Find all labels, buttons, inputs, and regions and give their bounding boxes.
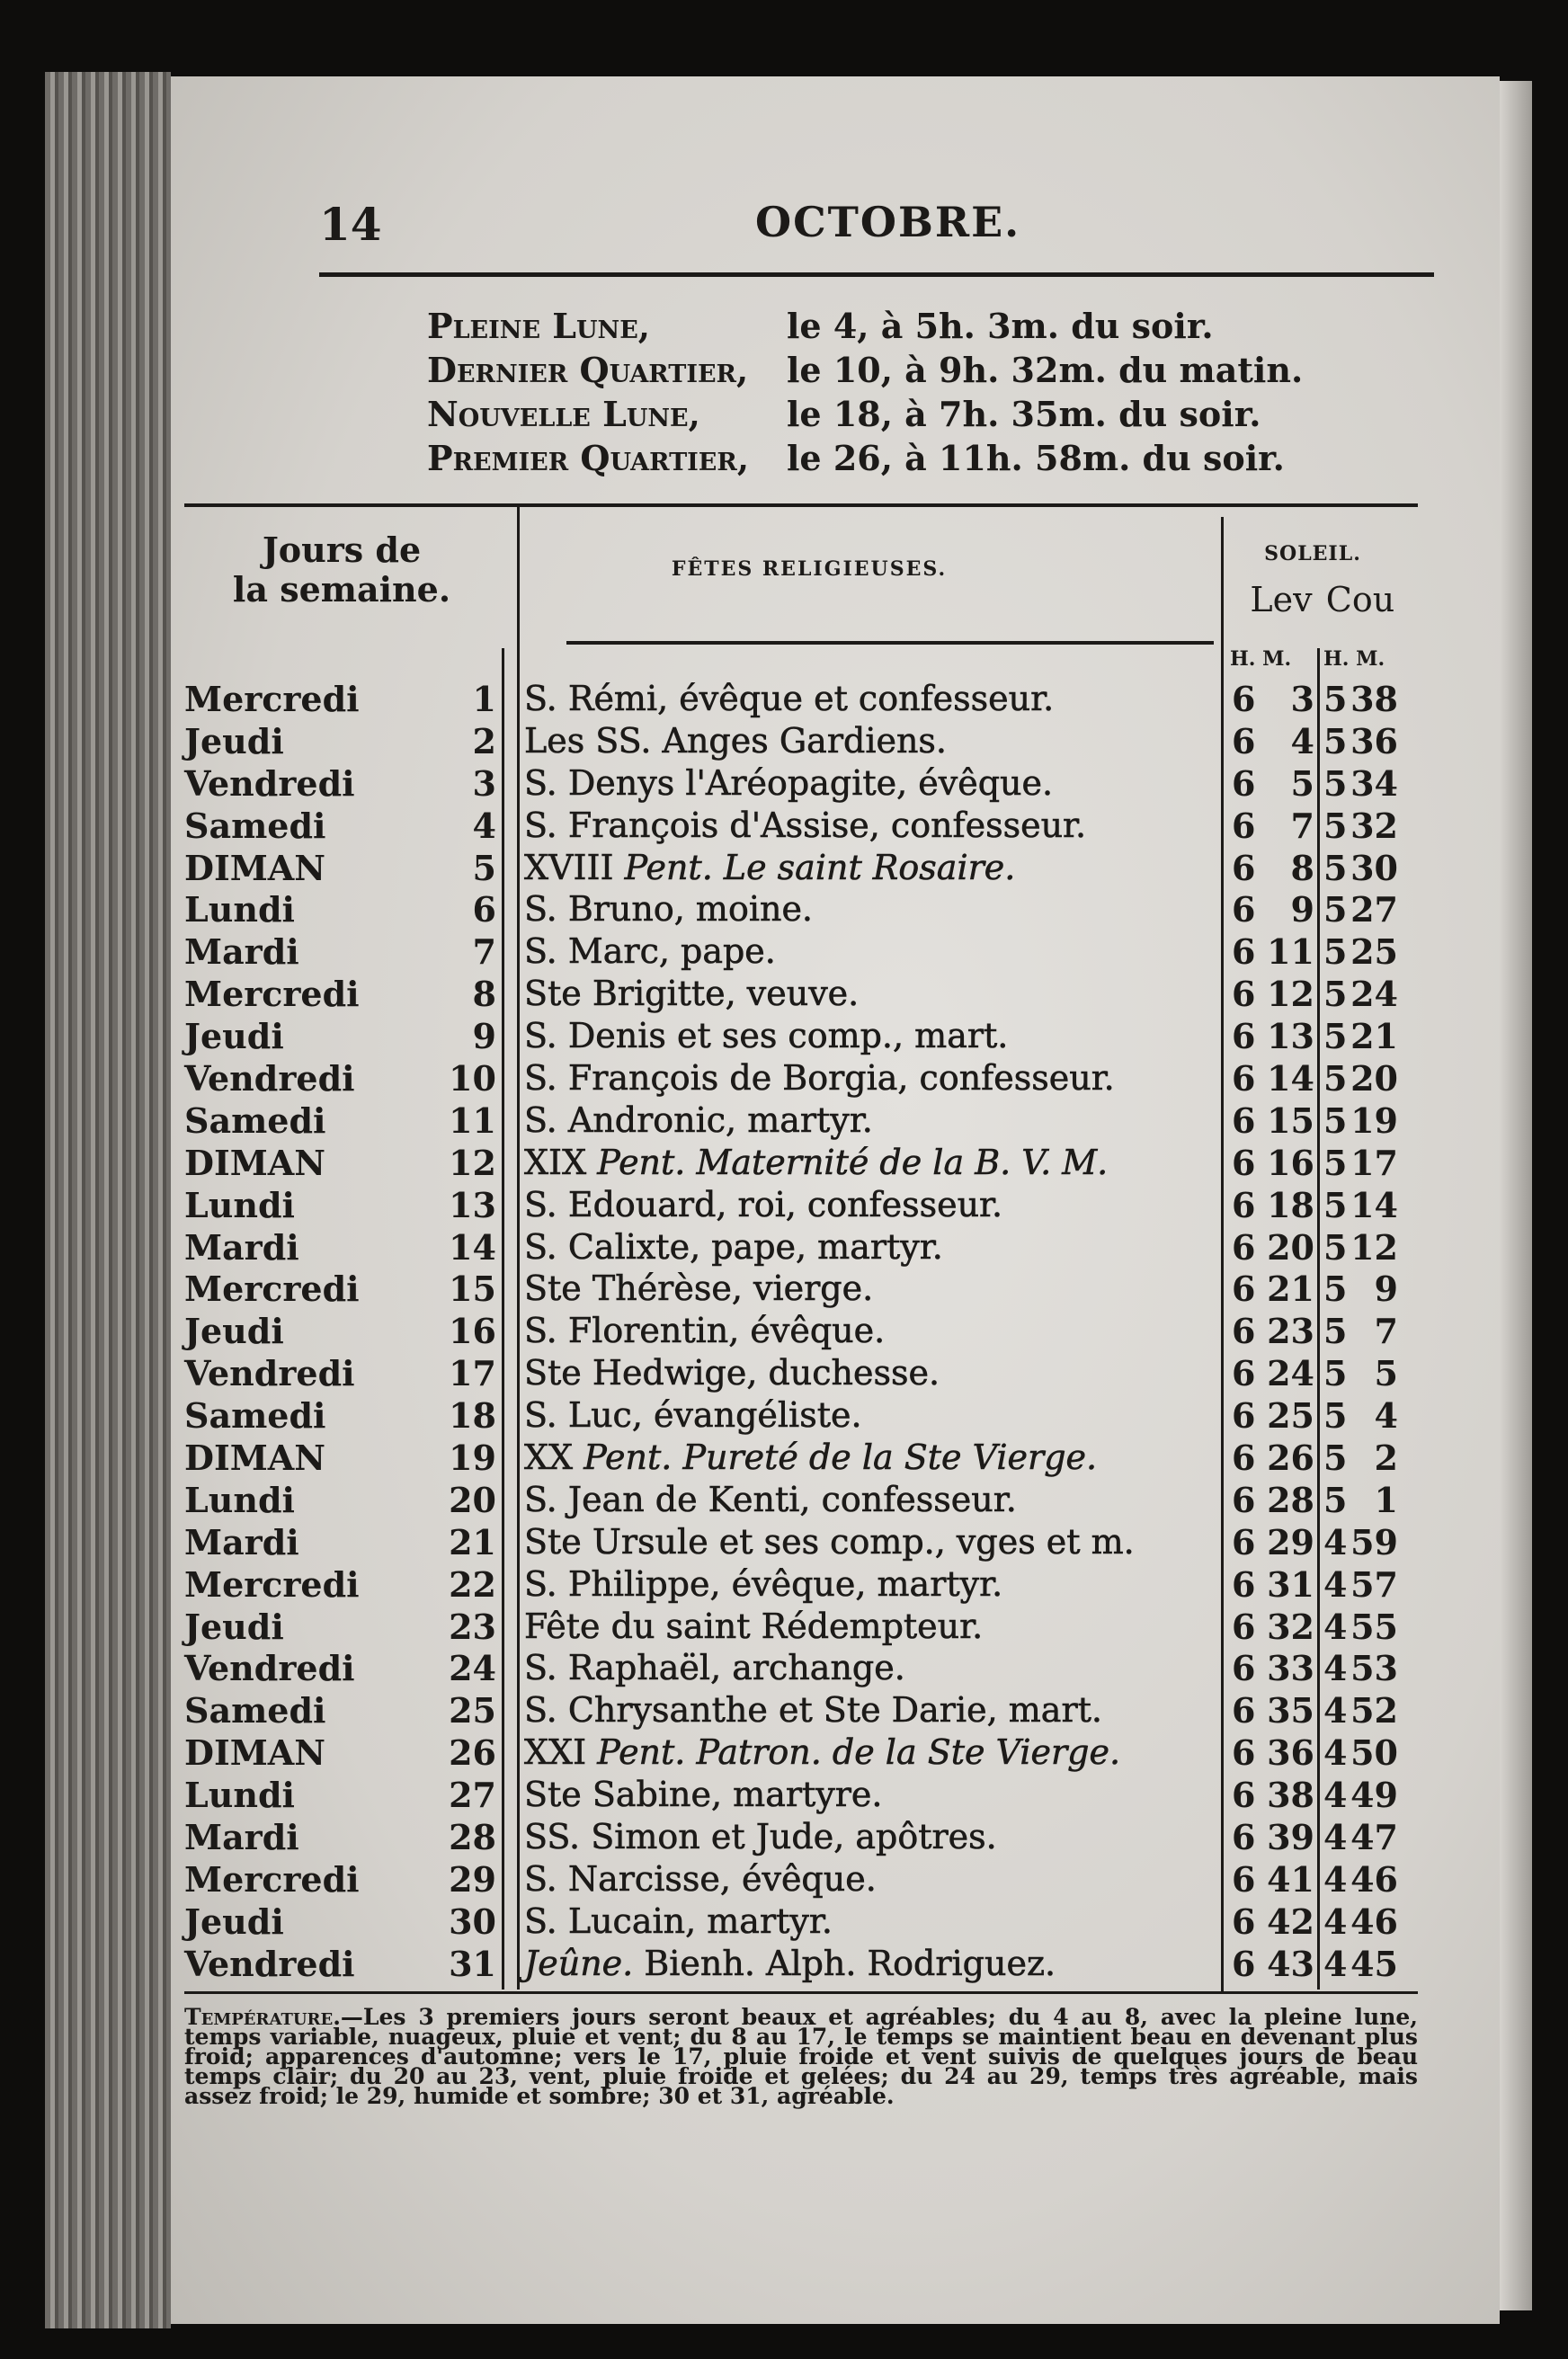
feast-text: Ste Brigitte, veuve. <box>524 974 860 1014</box>
moon-phase-name: Premier Quartier, <box>427 438 750 478</box>
feast-pentecost-number: XIX <box>524 1142 598 1182</box>
sunset-minute: 25 <box>1350 931 1398 973</box>
table-row <box>171 1309 1500 1351</box>
table-row <box>171 1183 1500 1225</box>
sunset-hour: 4 <box>1323 1606 1348 1647</box>
feast-text: S. Rémi, évêque et confesseur. <box>524 679 1055 718</box>
day-number: 3 <box>472 762 496 804</box>
sunset-hour: 4 <box>1323 1901 1348 1942</box>
temperature-label: Température. <box>184 2004 341 2030</box>
table-row <box>171 761 1500 804</box>
table-row <box>171 1393 1500 1436</box>
sunrise-hour: 6 <box>1232 1226 1256 1268</box>
sunset-minute: 1 <box>1374 1479 1398 1520</box>
weekday: DIMAN <box>184 1732 326 1774</box>
temperature-forecast <box>184 2004 1418 2109</box>
header-soleil: SOLEIL. <box>1264 542 1361 565</box>
table-row <box>171 677 1500 719</box>
weekday: Jeudi <box>184 1606 284 1647</box>
feast-text: Ste Ursule et ses comp., vges et m. <box>524 1521 1135 1562</box>
sunrise-minute: 14 <box>1267 1058 1314 1099</box>
table-row <box>171 719 1500 761</box>
day-number: 10 <box>449 1058 496 1099</box>
table-row <box>171 1900 1500 1942</box>
day-number: 15 <box>449 1269 496 1310</box>
feast-text: S. Marc, pape. <box>524 931 776 972</box>
sunrise-minute: 24 <box>1267 1353 1314 1394</box>
day-number: 17 <box>449 1353 496 1394</box>
sunrise-minute: 7 <box>1290 805 1314 846</box>
sunrise-hour: 6 <box>1232 679 1256 719</box>
day-number: 11 <box>449 1099 496 1141</box>
day-number: 28 <box>449 1817 496 1858</box>
page-number: 14 <box>319 198 382 251</box>
sunrise-hour: 6 <box>1232 1479 1256 1520</box>
sunrise-minute: 4 <box>1290 720 1314 761</box>
table-row <box>171 1688 1500 1731</box>
sunset-minute: 4 <box>1374 1395 1398 1437</box>
weekday: Lundi <box>184 889 295 930</box>
sunrise-hour: 6 <box>1232 1563 1256 1605</box>
header-days-line2: la semaine. <box>232 569 451 610</box>
table-row <box>171 1857 1500 1900</box>
day-number: 1 <box>472 679 496 719</box>
day-number: 21 <box>449 1521 496 1562</box>
table-row <box>171 1605 1500 1647</box>
day-number: 9 <box>472 1016 496 1057</box>
table-row <box>171 1351 1500 1393</box>
feast-text: S. Denis et ses comp., mart. <box>524 1016 1009 1056</box>
sunset-minute: 7 <box>1374 1311 1398 1352</box>
sunset-hour: 5 <box>1323 1395 1348 1437</box>
sunrise-hour: 6 <box>1232 1353 1256 1394</box>
table-row <box>171 1731 1500 1773</box>
sunrise-hour: 6 <box>1232 1438 1256 1479</box>
day-number: 22 <box>449 1563 496 1605</box>
sunrise-minute: 29 <box>1267 1521 1314 1562</box>
sunset-hour: 4 <box>1323 1817 1348 1858</box>
day-number: 8 <box>472 974 496 1015</box>
sunset-minute: 55 <box>1350 1606 1398 1647</box>
weekday: Vendredi <box>184 1648 355 1689</box>
header-coucher: Cou <box>1325 580 1395 619</box>
weekday: Mercredi <box>184 1858 360 1900</box>
day-number: 7 <box>472 931 496 973</box>
feast-text <box>524 848 1015 887</box>
feast-italic-text: Pent. Le saint Rosaire. <box>624 847 1016 887</box>
table-row <box>171 1056 1500 1099</box>
sunrise-minute: 3 <box>1290 679 1314 719</box>
sunset-hour: 5 <box>1323 1016 1348 1057</box>
sunset-minute: 57 <box>1350 1563 1398 1605</box>
sunset-minute: 21 <box>1350 1016 1398 1057</box>
day-number: 29 <box>449 1858 496 1900</box>
sunset-minute: 53 <box>1350 1648 1398 1689</box>
sunset-minute: 2 <box>1374 1438 1398 1479</box>
sunset-minute: 12 <box>1350 1226 1398 1268</box>
moon-phase-row <box>427 438 1461 482</box>
table-row <box>171 1562 1500 1605</box>
table-row <box>171 887 1500 930</box>
table-row <box>171 846 1500 888</box>
feast-text: S. Luc, évangéliste. <box>524 1395 862 1436</box>
sunrise-hour: 6 <box>1232 1016 1256 1057</box>
sunrise-hour: 6 <box>1232 889 1256 930</box>
sunset-hour: 5 <box>1323 1438 1348 1479</box>
feast-text: S. François de Borgia, confesseur. <box>524 1058 1115 1099</box>
day-number: 23 <box>449 1606 496 1647</box>
weekday: Mercredi <box>184 1269 360 1310</box>
weekday: Samedi <box>184 1099 326 1141</box>
day-number: 25 <box>449 1690 496 1731</box>
sunset-hour: 5 <box>1323 931 1348 973</box>
feast-text: Ste Thérèse, vierge. <box>524 1269 874 1309</box>
sunset-hour: 5 <box>1323 974 1348 1015</box>
table-row <box>171 1267 1500 1309</box>
weekday: DIMAN <box>184 1142 326 1183</box>
feast-text <box>524 1944 1056 1983</box>
hm-label-lever: H. M. <box>1230 647 1292 671</box>
table-row <box>171 1646 1500 1688</box>
sunset-hour: 4 <box>1323 1943 1348 1984</box>
sunset-hour: 4 <box>1323 1521 1348 1562</box>
weekday: Mardi <box>184 931 299 973</box>
sunrise-minute: 11 <box>1267 931 1314 973</box>
table-row <box>171 1520 1500 1562</box>
sunset-minute: 20 <box>1350 1058 1398 1099</box>
day-number: 24 <box>449 1648 496 1689</box>
weekday: Vendredi <box>184 1353 355 1394</box>
feast-italic-text: Jeûne. <box>524 1943 634 1983</box>
day-number: 4 <box>472 805 496 846</box>
sunset-hour: 5 <box>1323 805 1348 846</box>
sunset-minute: 47 <box>1350 1817 1398 1858</box>
sunset-hour: 5 <box>1323 1311 1348 1352</box>
sunset-minute: 32 <box>1350 805 1398 846</box>
calendar-rows <box>171 677 1500 1984</box>
weekday: Jeudi <box>184 1901 284 1942</box>
feast-italic-text: Pent. Pureté de la Ste Vierge. <box>584 1438 1098 1478</box>
feast-text: S. Edouard, roi, confesseur. <box>524 1184 1003 1224</box>
sunrise-hour: 6 <box>1232 847 1256 888</box>
weekday: Vendredi <box>184 1943 355 1984</box>
feast-text: S. Lucain, martyr. <box>524 1901 833 1941</box>
sunrise-minute: 42 <box>1267 1901 1314 1942</box>
sunrise-minute: 39 <box>1267 1817 1314 1858</box>
moon-phases <box>427 306 1461 482</box>
hm-label-coucher: H. M. <box>1323 647 1385 671</box>
table-row <box>171 1141 1500 1183</box>
feast-italic-text: Pent. Patron. de la Ste Vierge. <box>597 1732 1121 1773</box>
day-number: 19 <box>449 1438 496 1479</box>
sunset-minute: 52 <box>1350 1690 1398 1731</box>
sunrise-minute: 25 <box>1267 1395 1314 1437</box>
sunrise-minute: 43 <box>1267 1943 1314 1984</box>
moon-phase-time: le 4, à 5h. 3m. du soir. <box>787 306 1214 346</box>
sunset-hour: 5 <box>1323 720 1348 761</box>
page-title: OCTOBRE. <box>755 198 1021 246</box>
feast-text: S. Andronic, martyr. <box>524 1099 873 1140</box>
sunset-hour: 5 <box>1323 1099 1348 1141</box>
sunrise-hour: 6 <box>1232 1521 1256 1562</box>
sunset-hour: 5 <box>1323 1058 1348 1099</box>
sunset-minute: 17 <box>1350 1142 1398 1183</box>
header-rule <box>566 641 1214 645</box>
table-row <box>171 1099 1500 1141</box>
day-number: 20 <box>449 1479 496 1520</box>
header-lever: Lev <box>1250 580 1313 619</box>
sunrise-minute: 23 <box>1267 1311 1314 1352</box>
weekday: Vendredi <box>184 762 355 804</box>
day-number: 6 <box>472 889 496 930</box>
moon-phase-row <box>427 394 1461 438</box>
weekday: Samedi <box>184 1690 326 1731</box>
sunset-hour: 5 <box>1323 1269 1348 1310</box>
bottom-rule <box>184 1991 1418 1994</box>
sunset-hour: 4 <box>1323 1648 1348 1689</box>
day-number: 13 <box>449 1184 496 1225</box>
header-fetes: FÊTES RELIGIEUSES. <box>671 557 948 581</box>
sunrise-hour: 6 <box>1232 1648 1256 1689</box>
sunset-hour: 5 <box>1323 679 1348 719</box>
sunrise-hour: 6 <box>1232 931 1256 973</box>
table-row <box>171 804 1500 846</box>
sunrise-hour: 6 <box>1232 1395 1256 1437</box>
almanac-page <box>171 76 1500 2324</box>
weekday: Mercredi <box>184 679 360 719</box>
sunrise-hour: 6 <box>1232 1775 1256 1816</box>
sunset-minute: 14 <box>1350 1184 1398 1225</box>
weekday: Jeudi <box>184 1016 284 1057</box>
weekday: Mercredi <box>184 974 360 1015</box>
weekday: Jeudi <box>184 1311 284 1352</box>
feast-text <box>524 1143 1108 1182</box>
feast-rest-text: Bienh. Alph. Rodriguez. <box>633 1943 1056 1983</box>
moon-phase-row <box>427 306 1461 350</box>
day-number: 5 <box>472 847 496 888</box>
sunset-minute: 30 <box>1350 847 1398 888</box>
feast-text: S. Denys l'Aréopagite, évêque. <box>524 762 1054 803</box>
sunrise-hour: 6 <box>1232 762 1256 804</box>
sunset-hour: 5 <box>1323 1184 1348 1225</box>
sunrise-hour: 6 <box>1232 1858 1256 1900</box>
feast-text: S. Florentin, évêque. <box>524 1311 886 1351</box>
sunrise-minute: 35 <box>1267 1690 1314 1731</box>
feast-text: S. Bruno, moine. <box>524 889 814 930</box>
sunrise-minute: 26 <box>1267 1438 1314 1479</box>
table-row <box>171 1815 1500 1857</box>
sunrise-hour: 6 <box>1232 1943 1256 1984</box>
sunrise-hour: 6 <box>1232 1058 1256 1099</box>
feast-text <box>524 1438 1097 1477</box>
sunset-minute: 5 <box>1374 1353 1398 1394</box>
sunrise-minute: 41 <box>1267 1858 1314 1900</box>
next-page-edge <box>1500 81 1532 2310</box>
table-row <box>171 1436 1500 1478</box>
feast-text: SS. Simon et Jude, apôtres. <box>524 1817 997 1857</box>
sunset-hour: 5 <box>1323 1142 1348 1183</box>
table-row <box>171 1773 1500 1815</box>
sunset-minute: 9 <box>1374 1269 1398 1310</box>
header-days <box>184 530 499 610</box>
sunset-minute: 19 <box>1350 1099 1398 1141</box>
sunrise-minute: 5 <box>1290 762 1314 804</box>
sunset-minute: 36 <box>1350 720 1398 761</box>
phases-rule <box>184 503 1418 507</box>
feast-text: Les SS. Anges Gardiens. <box>524 720 948 761</box>
table-row <box>171 1014 1500 1056</box>
moon-phase-name: Nouvelle Lune, <box>427 394 700 434</box>
table-row <box>171 1225 1500 1268</box>
day-number: 30 <box>449 1901 496 1942</box>
moon-phase-time: le 18, à 7h. 35m. du soir. <box>787 394 1261 434</box>
feast-text: S. Jean de Kenti, confesseur. <box>524 1479 1017 1519</box>
sunrise-minute: 33 <box>1267 1648 1314 1689</box>
sunset-minute: 46 <box>1350 1901 1398 1942</box>
sunrise-hour: 6 <box>1232 1732 1256 1774</box>
sunrise-minute: 21 <box>1267 1269 1314 1310</box>
sunset-minute: 34 <box>1350 762 1398 804</box>
moon-phase-name: Dernier Quartier, <box>427 350 749 390</box>
sunrise-minute: 18 <box>1267 1184 1314 1225</box>
feast-italic-text: Pent. Maternité de la B. V. M. <box>597 1142 1109 1182</box>
sunset-minute: 50 <box>1350 1732 1398 1774</box>
sunset-hour: 5 <box>1323 847 1348 888</box>
table-row <box>171 972 1500 1014</box>
sunset-hour: 4 <box>1323 1732 1348 1774</box>
sunset-hour: 5 <box>1323 1226 1348 1268</box>
weekday: Lundi <box>184 1775 295 1816</box>
sunrise-hour: 6 <box>1232 1901 1256 1942</box>
sunset-hour: 4 <box>1323 1858 1348 1900</box>
feast-text: Ste Sabine, martyre. <box>524 1775 883 1815</box>
table-row <box>171 1478 1500 1520</box>
weekday: Jeudi <box>184 720 284 761</box>
day-number: 18 <box>449 1395 496 1437</box>
sunrise-hour: 6 <box>1232 1269 1256 1310</box>
sunrise-minute: 9 <box>1290 889 1314 930</box>
weekday: Mercredi <box>184 1563 360 1605</box>
sunset-minute: 59 <box>1350 1521 1398 1562</box>
sunrise-hour: 6 <box>1232 1606 1256 1647</box>
sunset-hour: 5 <box>1323 1479 1348 1520</box>
feast-pentecost-number: XXI <box>524 1732 598 1773</box>
feast-text: S. François d'Assise, confesseur. <box>524 805 1087 845</box>
sunrise-hour: 6 <box>1232 720 1256 761</box>
feast-text: Ste Hedwige, duchesse. <box>524 1353 940 1393</box>
moon-phase-time: le 26, à 11h. 58m. du soir. <box>787 438 1285 478</box>
feast-text: S. Philippe, évêque, martyr. <box>524 1563 1003 1604</box>
table-row <box>171 930 1500 972</box>
weekday: Lundi <box>184 1479 295 1520</box>
day-number: 2 <box>472 720 496 761</box>
weekday: Mardi <box>184 1521 299 1562</box>
day-number: 16 <box>449 1311 496 1352</box>
sunrise-minute: 13 <box>1267 1016 1314 1057</box>
feast-text: S. Chrysanthe et Ste Darie, mart. <box>524 1690 1102 1731</box>
day-number: 12 <box>449 1142 496 1183</box>
sunset-minute: 46 <box>1350 1858 1398 1900</box>
sunrise-hour: 6 <box>1232 1690 1256 1731</box>
sunrise-minute: 20 <box>1267 1226 1314 1268</box>
sunset-hour: 5 <box>1323 762 1348 804</box>
sunrise-minute: 15 <box>1267 1099 1314 1141</box>
header-days-line1: Jours de <box>262 530 422 570</box>
sunset-hour: 5 <box>1323 889 1348 930</box>
top-rule <box>319 272 1434 277</box>
moon-phase-row <box>427 350 1461 394</box>
weekday: Mardi <box>184 1226 299 1268</box>
moon-phase-time: le 10, à 9h. 32m. du matin. <box>787 350 1304 390</box>
table-row <box>171 1942 1500 1984</box>
feast-text: Fête du saint Rédempteur. <box>524 1606 984 1646</box>
book-page-edges <box>45 72 171 2328</box>
sunrise-hour: 6 <box>1232 1184 1256 1225</box>
day-number: 26 <box>449 1732 496 1774</box>
feast-pentecost-number: XX <box>524 1438 584 1478</box>
feast-text: S. Raphaël, archange. <box>524 1648 905 1688</box>
sunrise-hour: 6 <box>1232 974 1256 1015</box>
sunrise-minute: 38 <box>1267 1775 1314 1816</box>
sunrise-hour: 6 <box>1232 1099 1256 1141</box>
weekday: Samedi <box>184 805 326 846</box>
sunrise-minute: 28 <box>1267 1479 1314 1520</box>
sunset-minute: 38 <box>1350 679 1398 719</box>
feast-text: S. Narcisse, évêque. <box>524 1858 877 1899</box>
sunset-minute: 24 <box>1350 974 1398 1015</box>
sunrise-minute: 12 <box>1267 974 1314 1015</box>
day-number: 14 <box>449 1226 496 1268</box>
sunrise-hour: 6 <box>1232 805 1256 846</box>
day-number: 27 <box>449 1775 496 1816</box>
sunrise-minute: 8 <box>1290 847 1314 888</box>
weekday: Mardi <box>184 1817 299 1858</box>
moon-phase-name: Pleine Lune, <box>427 306 651 346</box>
sunrise-minute: 31 <box>1267 1563 1314 1605</box>
sunrise-minute: 16 <box>1267 1142 1314 1183</box>
sunrise-hour: 6 <box>1232 1817 1256 1858</box>
sunset-hour: 4 <box>1323 1775 1348 1816</box>
sunset-minute: 49 <box>1350 1775 1398 1816</box>
day-number: 31 <box>449 1943 496 1984</box>
weekday: Lundi <box>184 1184 295 1225</box>
weekday: DIMAN <box>184 847 326 888</box>
sunset-minute: 45 <box>1350 1943 1398 1984</box>
sunset-hour: 4 <box>1323 1690 1348 1731</box>
sunrise-hour: 6 <box>1232 1311 1256 1352</box>
weekday: Samedi <box>184 1395 326 1437</box>
sunrise-minute: 32 <box>1267 1606 1314 1647</box>
sunset-minute: 27 <box>1350 889 1398 930</box>
weekday: Vendredi <box>184 1058 355 1099</box>
sunrise-hour: 6 <box>1232 1142 1256 1183</box>
temperature-text: —Les 3 premiers jours seront beaux et agréables; du 4 au 8, avec la pleine lune, temps variable, nuageux, pluie et vent; du 8 au 17, le temps se maintient beau en devenant plus froid; apparences d'automne; vers le 17, pluie froide et vent suivis de quelques jours de beau temps clair; du 20 au 23, vent, pluie froide et gelées; du 24 au 29, temps très agréable, mais assez froid; le 29, humide et sombre; 30 et 31, agréable. <box>184 2004 1418 2109</box>
weekday: DIMAN <box>184 1438 326 1479</box>
feast-text <box>524 1732 1120 1772</box>
sunrise-minute: 36 <box>1267 1732 1314 1774</box>
sunset-hour: 4 <box>1323 1563 1348 1605</box>
sunset-hour: 5 <box>1323 1353 1348 1394</box>
feast-text: S. Calixte, pape, martyr. <box>524 1226 943 1267</box>
feast-pentecost-number: XVIII <box>524 847 625 887</box>
